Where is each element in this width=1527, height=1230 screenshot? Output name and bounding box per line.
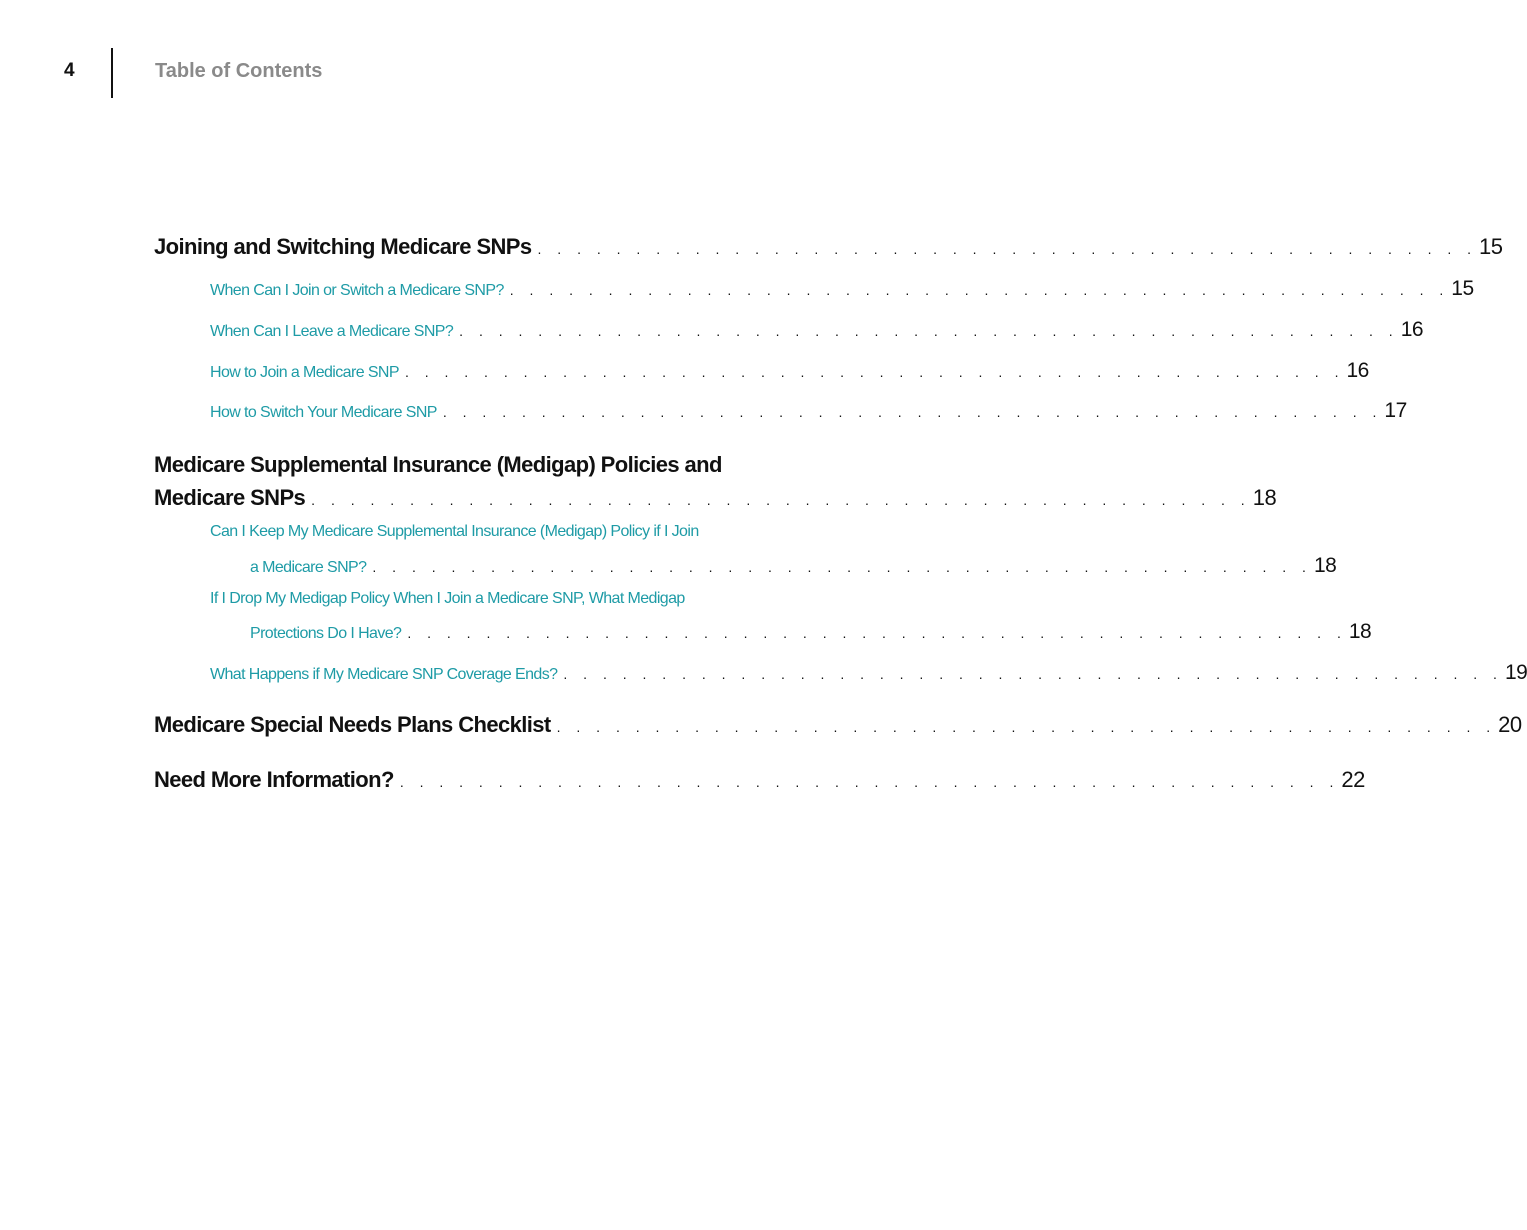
toc-entry-label: How to Join a Medicare SNP — [210, 364, 399, 381]
toc-entry-label: Protections Do I Have? — [250, 625, 402, 642]
toc-entry-page: 20 — [1498, 712, 1522, 737]
toc-entry-label: Need More Information? — [154, 767, 394, 792]
toc-entry-page: 19 — [1504, 661, 1527, 684]
toc-entry-how-join[interactable] — [154, 359, 1369, 383]
toc-entry-page: 17 — [1384, 399, 1407, 422]
toc-entry-label: Medicare Special Needs Plans Checklist — [154, 712, 551, 737]
toc-entry-how-switch[interactable] — [154, 399, 1407, 423]
toc-entry-when-join[interactable] — [154, 277, 1474, 301]
page-header — [0, 0, 950, 110]
toc-entry-label: How to Switch Your Medicare SNP — [210, 404, 437, 421]
toc-entry-when-leave[interactable] — [154, 318, 1424, 342]
toc-entry-label: Medicare SNPs — [154, 485, 306, 510]
toc-entry-keep-medigap-line1[interactable]: Can I Keep My Medicare Supplemental Insurance (Medigap) Policy if I Join — [210, 523, 699, 540]
section-title: Table of Contents — [155, 60, 323, 82]
dot-leader: . . . . . . . . . . . . . . . . . . . . . . . . . . . . . . . . . . . . . . . . . . . . . . . . — [556, 719, 1497, 735]
toc-entry-joining[interactable] — [154, 234, 1503, 260]
dot-leader: . . . . . . . . . . . . . . . . . . . . . . . . . . . . . . . . . . . . . . . . . . . . . . . . — [407, 625, 1347, 641]
toc-entry-page: 18 — [1252, 485, 1277, 510]
page-number: 4 — [64, 60, 75, 81]
header-divider — [111, 48, 113, 98]
toc-entry-page: 22 — [1341, 767, 1365, 792]
toc-entry-label: What Happens if My Medicare SNP Coverage Ends? — [210, 666, 558, 683]
toc-entry-label: a Medicare SNP? — [250, 559, 367, 576]
toc-entry-page: 16 — [1346, 359, 1369, 382]
dot-leader: . . . . . . . . . . . . . . . . . . . . . . . . . . . . . . . . . . . . . . . . . . . . . . . . — [442, 404, 1383, 420]
toc-entry-page: 18 — [1313, 554, 1337, 577]
toc-entry-page: 15 — [1479, 234, 1503, 259]
toc-entry-page: 16 — [1400, 318, 1424, 341]
toc-entry-coverage-ends[interactable] — [154, 661, 1527, 685]
toc-entry-medigap[interactable] — [154, 485, 1277, 511]
toc-entry-drop-medigap-line1[interactable]: If I Drop My Medigap Policy When I Join a Medicare SNP, What Medigap — [210, 590, 685, 607]
toc-entry-medigap-line1[interactable]: Medicare Supplemental Insurance (Medigap) Policies and — [154, 452, 722, 477]
dot-leader: . . . . . . . . . . . . . . . . . . . . . . . . . . . . . . . . . . . . . . . . . . . . . . . . — [399, 774, 1340, 790]
toc-entry-label: When Can I Leave a Medicare SNP? — [210, 323, 454, 340]
toc-entry-keep-medigap[interactable] — [154, 554, 1337, 578]
toc-entry-drop-medigap[interactable] — [154, 620, 1372, 644]
dot-leader: . . . . . . . . . . . . . . . . . . . . . . . . . . . . . . . . . . . . . . . . . . . . . . . . — [509, 282, 1450, 298]
toc-entry-checklist[interactable] — [154, 712, 1522, 738]
toc-entry-page: 18 — [1348, 620, 1372, 643]
dot-leader: . . . . . . . . . . . . . . . . . . . . . . . . . . . . . . . . . . . . . . . . . . . . . . . . — [404, 364, 1345, 380]
dot-leader: . . . . . . . . . . . . . . . . . . . . . . . . . . . . . . . . . . . . . . . . . . . . . . . . — [563, 666, 1503, 682]
dot-leader: . . . . . . . . . . . . . . . . . . . . . . . . . . . . . . . . . . . . . . . . . . . . . . . . — [372, 559, 1312, 575]
toc-entry-page: 15 — [1451, 277, 1474, 300]
dot-leader: . . . . . . . . . . . . . . . . . . . . . . . . . . . . . . . . . . . . . . . . . . . . . . . . — [311, 492, 1251, 508]
dot-leader: . . . . . . . . . . . . . . . . . . . . . . . . . . . . . . . . . . . . . . . . . . . . . . . . — [459, 323, 1399, 339]
toc-entry-more-info[interactable] — [154, 767, 1365, 793]
dot-leader: . . . . . . . . . . . . . . . . . . . . . . . . . . . . . . . . . . . . . . . . . . . . . . . . — [537, 241, 1478, 257]
toc-entry-label: When Can I Join or Switch a Medicare SNP? — [210, 282, 504, 299]
toc-entry-label: Joining and Switching Medicare SNPs — [154, 234, 532, 259]
